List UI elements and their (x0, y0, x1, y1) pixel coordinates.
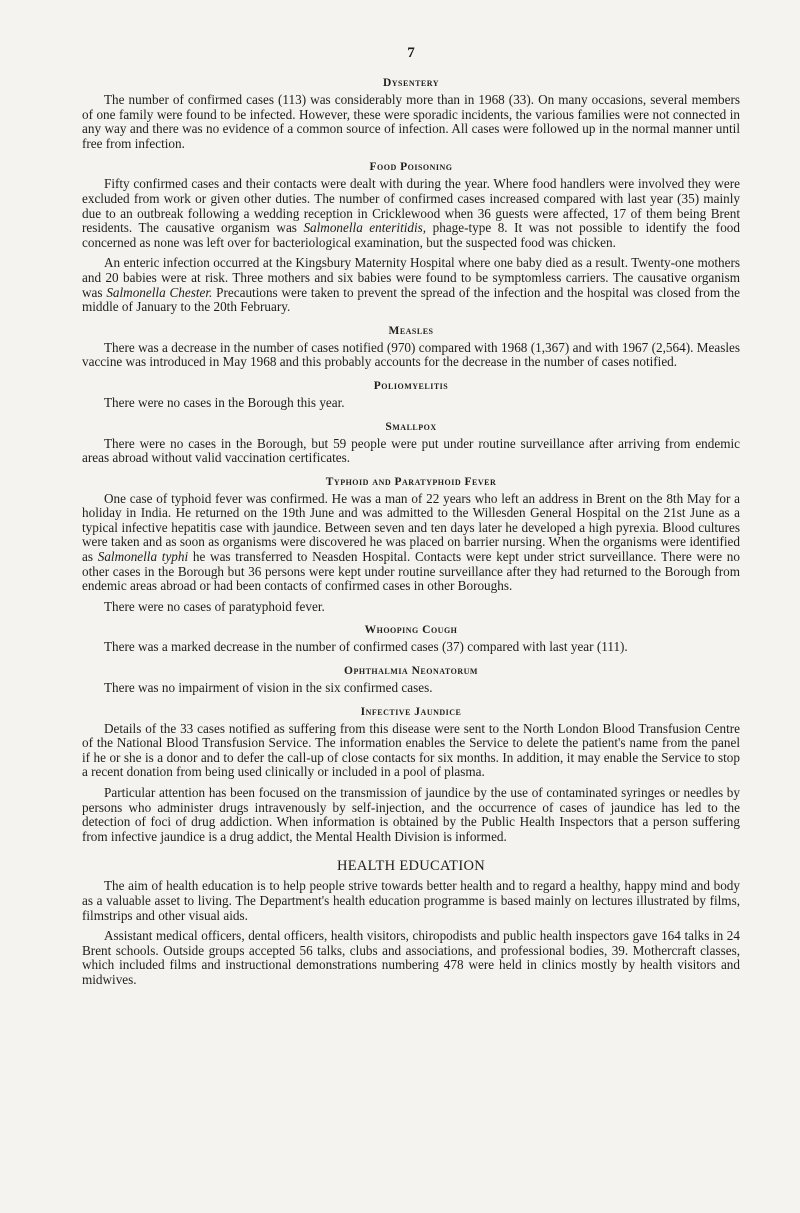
text-run: Precautions were taken to prevent the spread of the infection and the hospital was closed from the middle of January to the 20th February. (82, 284, 740, 315)
text-run: An enteric infection occurred at the Kingsbury Maternity Hospital where one baby died as a result. Twenty-one mothers and 20 babies were at risk. Three mothers and six babies were found to be symptomless carriers. The causative organism was (82, 255, 740, 300)
section-smallpox (82, 421, 740, 466)
heading-food-poisoning: Food Poisoning (369, 161, 453, 174)
paragraph: The number of confirmed cases (113) was considerably more than in 1968 (33). On many occasions, several members of one family were found to be infected. However, these were sporadic incidents, the various families were not connected in any way and there was no evidence of a common source of infection. All cases were followed up in the normal manner until free from infection. (82, 92, 740, 151)
text-run: One case of typhoid fever was confirmed. He was a man of 22 years who left an address in Brent on the 8th May for a holiday in India. He returned on the 19th June and was admitted to the Willesden General Hospital on the 21st June as a typical infective hepatitis case with jaundice. Between seven and ten days later he developed a high pyrexia. Blood cultures were taken and as soon as organisms were discovered he was placed on barrier nursing. When the organisms were identified as (82, 490, 740, 565)
heading-dysentery: Dysentery (382, 77, 440, 89)
heading-ophthalmia: Ophthalmia Neonatorum (344, 665, 478, 678)
section-health-education (82, 858, 740, 987)
section-measles (82, 325, 740, 370)
heading-typhoid: Typhoid and Paratyphoid Fever (325, 475, 497, 488)
paragraph: There was a decrease in the number of cases notified (970) compared with 1968 (1,367) and with 1967 (2,564). Measles vaccine was introduced in May 1968 and this probably accounts for the decrease in the number of cases notified. (82, 339, 740, 370)
section-whooping-cough (82, 624, 740, 655)
section-infective-jaundice (82, 706, 740, 845)
heading-measles: Measles (388, 324, 434, 337)
paragraph: There was a marked decrease in the number of confirmed cases (37) compared with last year (111). (104, 639, 628, 655)
paragraph: Details of the 33 cases notified as suffering from this disease were sent to the North London Blood Transfusion Centre of the National Blood Transfusion Service. The information enables the Service to delete the patient's name from the panel if he or she is a donor and to defer the call-up of close contacts for six months. In addition, it may enable the Service to stop a recent donation from being used clinically or included in a pool of plasma. (82, 720, 740, 780)
paragraph (82, 492, 740, 594)
heading-smallpox: Smallpox (385, 420, 437, 433)
paragraph (82, 177, 740, 250)
text-run: Fifty confirmed cases and their contacts were dealt with during the year. Where food handlers were involved they were excluded from work or given other duties. The number of confirmed cases increased compared with last year (35) mainly due to an outbreak following a wedding reception in Cricklewood when 36 guests were affected, 17 of them being Brent residents. The causative organism was (82, 176, 740, 236)
paragraph: Assistant medical officers, dental officers, health visitors, chiropodists and public health inspectors gave 164 talks in 24 Brent schools. Outside groups accepted 56 talks, clubs and associations, and professional bodies, 39. Mothercraft classes, which included films and instructional demonstrations numbering 478 were held in clinics mostly by health visitors and midwives. (82, 928, 740, 987)
section-food-poisoning (82, 161, 740, 314)
paragraph: The aim of health education is to help people strive towards better health and to regard a healthy, happy mind and body as a valuable asset to living. The Department's health education programme is based mainly on lectures illustrated by films, filmstrips and other visual aids. (82, 878, 740, 923)
organism-name: Salmonella enteritidis, (303, 220, 427, 236)
organism-name: Salmonella typhi (97, 549, 189, 565)
paragraph: There were no cases of paratyphoid fever. (104, 598, 325, 614)
heading-health-education: HEALTH EDUCATION (336, 858, 486, 875)
heading-infective-jaundice: Infective Jaundice (360, 705, 462, 718)
paragraph: Particular attention has been focused on the transmission of jaundice by the use of contaminated syringes or needles by persons who administer drugs intravenously by self-injection, and the occurrence of cases of jaundice has led to the detection of foci of drug addiction. When information is obtained by the Public Health Inspectors that a person suffering from infective jaundice is a drug addict, the Mental Health Division is informed. (82, 785, 740, 844)
section-dysentery (82, 77, 740, 151)
organism-name: Salmonella Chester. (106, 284, 213, 300)
heading-poliomyelitis: Poliomyelitis (373, 379, 449, 392)
text-run: he was transferred to Neasden Hospital. Contacts were kept under strict surveillance. There were no other cases in the Borough but 36 persons were kept under routine surveillance after they had returned to the Borough from endemic areas abroad or had been contacts of confirmed cases in other Boroughs. (82, 549, 740, 594)
page-number: 7 (407, 45, 415, 61)
paragraph: There were no cases in the Borough, but 59 people were put under routine surveillance after arriving from endemic areas abroad without valid vaccination certificates. (82, 435, 740, 466)
text-run: phage-type 8. It was not possible to identify the food concerned as none was left over for bacteriological examination, but the suspected food was chicken. (82, 220, 740, 250)
section-typhoid (82, 476, 740, 615)
section-poliomyelitis (82, 380, 740, 411)
section-ophthalmia (82, 665, 740, 696)
paragraph: There were no cases in the Borough this year. (104, 394, 345, 410)
heading-whooping-cough: Whooping Cough (364, 624, 458, 637)
paragraph (82, 256, 740, 314)
paragraph: There was no impairment of vision in the six confirmed cases. (104, 680, 433, 696)
